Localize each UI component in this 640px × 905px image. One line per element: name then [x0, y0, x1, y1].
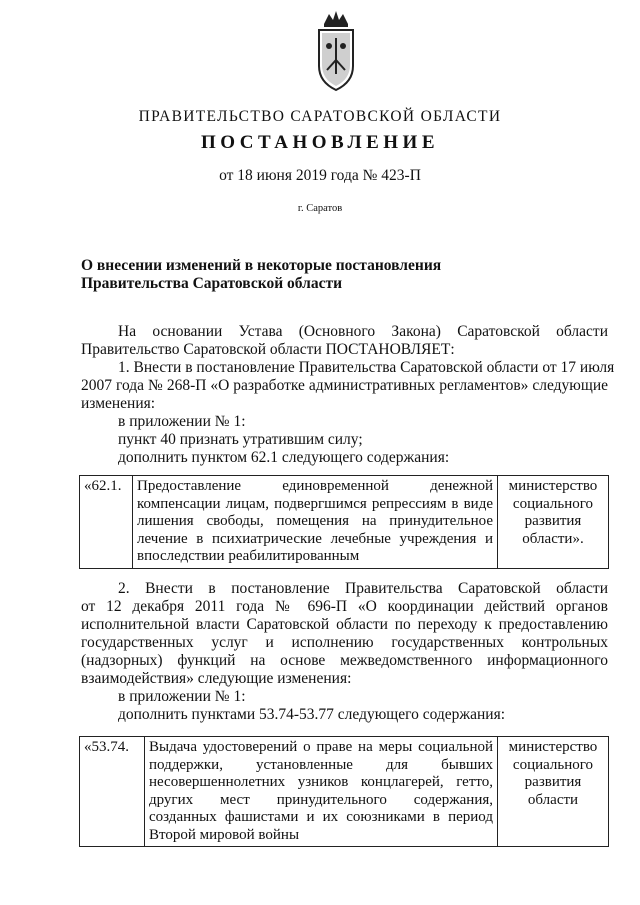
item1-line-5: пункт 40 признать утратившим силу;	[118, 431, 363, 448]
table1-number: «62.1.	[80, 476, 133, 569]
table-row	[80, 737, 609, 847]
item2-line-5: (надзорных) функций на основе межведомственного информационного	[81, 652, 608, 669]
item2-line-1: 2. Внести в постановление Правительства Саратовской области	[118, 580, 608, 597]
item2-line-8: дополнить пунктами 53.74-53.77 следующего содержания:	[118, 706, 506, 723]
table2-executor: министерство социального развития области	[498, 737, 609, 847]
amendment-table-2	[79, 736, 609, 847]
city: г. Саратов	[297, 203, 343, 214]
date-number: от 18 июня 2019 года № 423-П	[219, 167, 421, 184]
subject-line-2: Правительства Саратовской области	[81, 275, 342, 292]
coat-of-arms-emblem	[314, 8, 358, 92]
intro-line-2: Правительство Саратовской области ПОСТАНОВЛЯЕТ:	[81, 341, 455, 358]
item2-line-3: исполнительной власти Саратовской области по переходу к предоставлению	[81, 616, 608, 633]
subject-line-1: О внесении изменений в некоторые постановления	[81, 257, 442, 274]
table1-text: Предоставление единовременной денежной компенсации лицам, подвергшимся репрессиям в виде лишения свободы, помещения на принудительное лечение в психиатрические лечебные учреждения и впоследствии реабилитированным	[133, 476, 498, 569]
item2-line-2: от 12 декабря 2011 года № 696-П «О координации действий органов	[81, 598, 608, 615]
table2-text: Выдача удостоверений о праве на меры социальной поддержки, установленные для бывших несовершеннолетних узников концлагерей, гетто, других мест принудительного содержания, созданных фашистами и их союзниками в период Второй мировой войны	[145, 737, 498, 847]
item2-line-6: взаимодействия» следующие изменения:	[81, 670, 352, 687]
amendment-table-1	[79, 475, 609, 569]
government-title: ПРАВИТЕЛЬСТВО САРАТОВСКОЙ ОБЛАСТИ	[138, 108, 502, 125]
item1-line-1: 1. Внести в постановление Правительства Саратовской области от 17 июля	[118, 359, 615, 376]
item2-line-4: государственных услуг и исполнению государственных контрольных	[81, 634, 608, 651]
item1-line-4: в приложении № 1:	[118, 413, 246, 430]
item1-line-6: дополнить пунктом 62.1 следующего содержания:	[118, 449, 450, 466]
table-row	[80, 476, 609, 569]
item1-line-2: 2007 года № 268-П «О разработке административных регламентов» следующие	[81, 377, 608, 394]
item2-line-7: в приложении № 1:	[118, 688, 246, 705]
intro-line-1: На основании Устава (Основного Закона) Саратовской области	[118, 323, 608, 340]
subject-title	[81, 257, 441, 293]
table2-number: «53.74.	[80, 737, 145, 847]
item1-line-3: изменения:	[81, 395, 156, 412]
document-type: ПОСТАНОВЛЕНИЕ	[200, 132, 440, 153]
table1-executor: министерство социального развития области».	[498, 476, 609, 569]
